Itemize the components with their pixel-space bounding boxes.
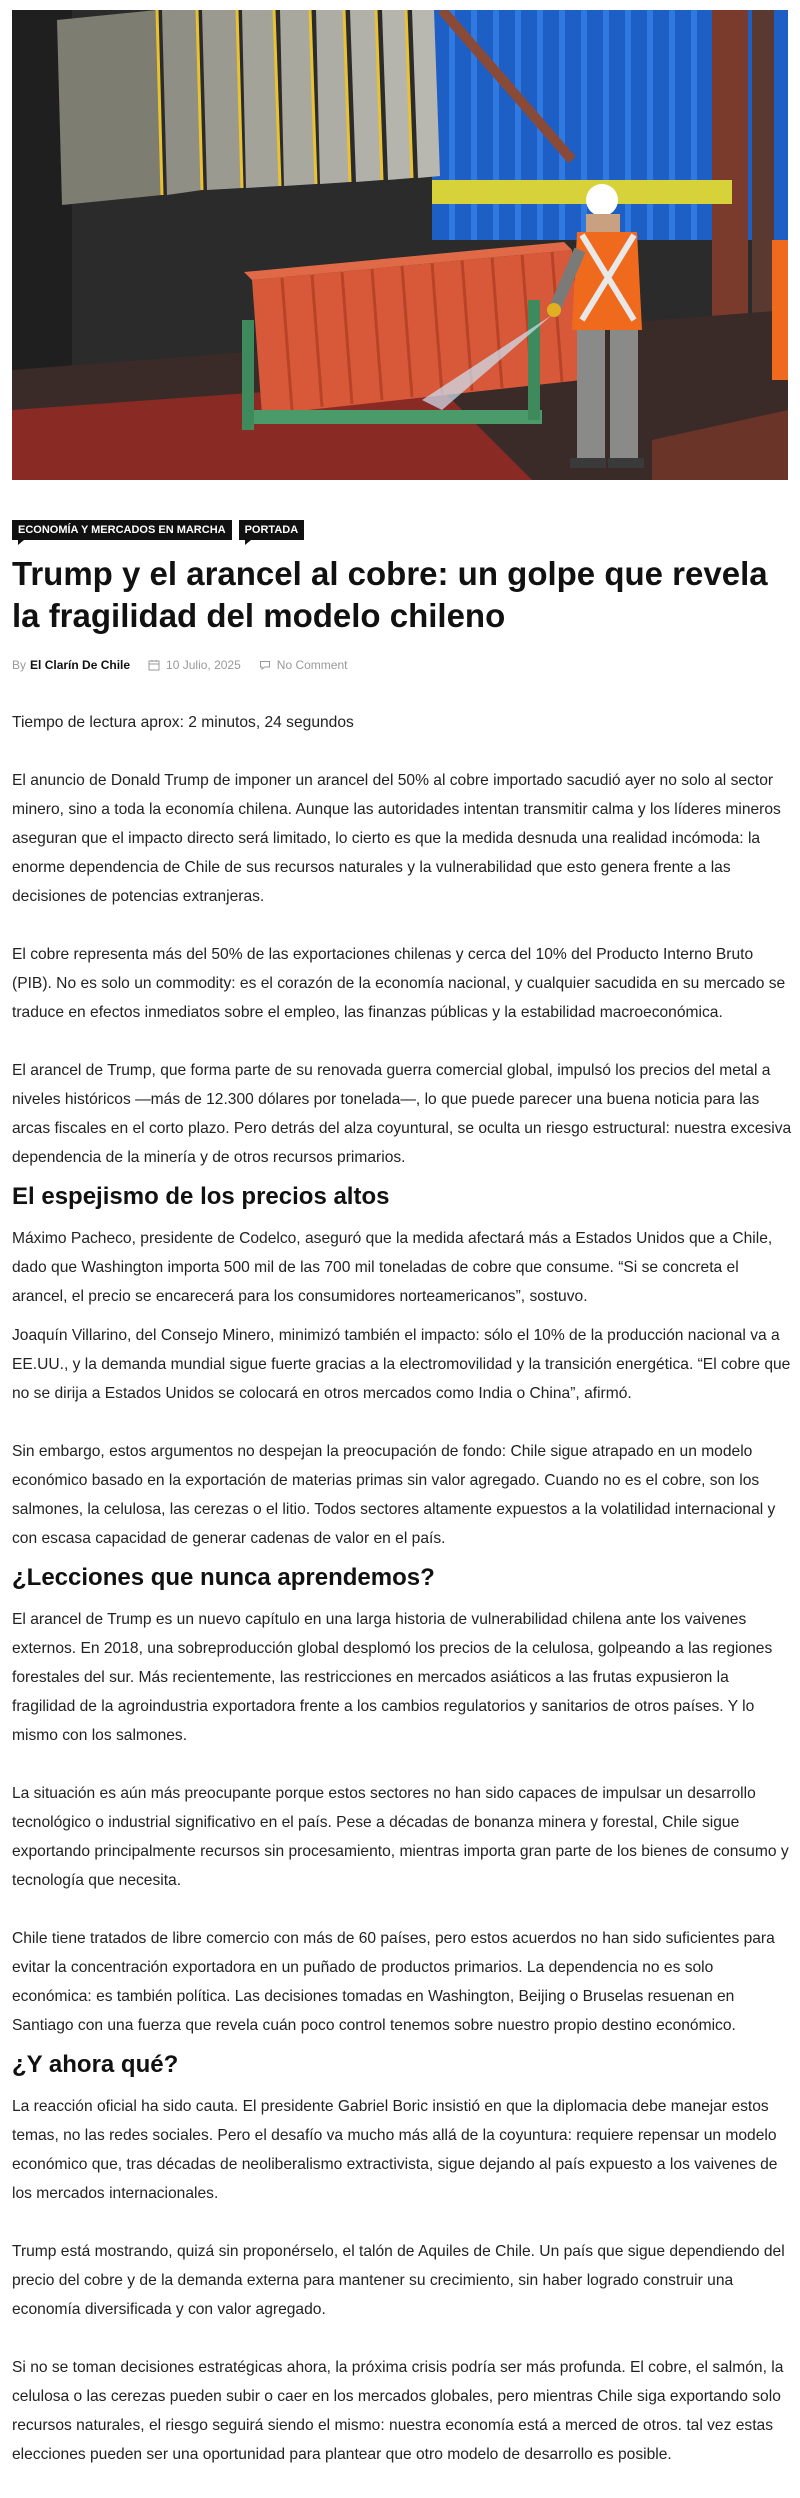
hero-image (12, 10, 788, 480)
category-tag-economia[interactable]: ECONOMÍA Y MERCADOS EN MARCHA (12, 520, 232, 540)
paragraph: El arancel de Trump, que forma parte de su renovada guerra comercial global, impulsó los precios del metal a niveles históricos —más de 12.300 dólares por tonelada—, lo que puede parecer una buena noticia para las arcas fiscales en el corto plazo. Pero detrás del alza coyuntural, se oculta un riesgo estructural: nuestra excesiva dependencia de la minería y de otros recursos primarios. (12, 1062, 792, 1166)
byline (12, 658, 347, 672)
author-link[interactable]: El Clarín De Chile (30, 658, 131, 672)
section-heading: ¿Lecciones que nunca aprendemos? (12, 1564, 435, 1591)
category-tags (12, 520, 304, 540)
by-label: By (12, 658, 27, 672)
paragraph: El arancel de Trump es un nuevo capítulo en una larga historia de vulnerabilidad chilena ante los vaivenes externos. En 2018, una sobreproducción global desplomó los precios de la celulosa, golpeando a las regiones forestales del sur. Más recientemente, las restricciones en mercados asiáticos a las frutas expusieron la fragilidad de la agroindustria exportadora frente a los cambios regulatorios y sanitarios de otros países. Y lo mismo con los salmones. (12, 1611, 773, 1744)
publish-date: 10 Julio, 2025 (166, 658, 241, 672)
paragraph: El anuncio de Donald Trump de imponer un arancel del 50% al cobre importado sacudió ayer no solo al sector minero, sino a toda la economía chilena. Aunque las autoridades intentan transmitir calma y los líderes mineros aseguran que el impacto directo será limitado, lo cierto es que la medida desnuda una realidad incómoda: la enorme dependencia de Chile de sus recursos naturales y la vulnerabilidad que esto genera frente a las decisiones de potencias extranjeras. (12, 772, 781, 905)
paragraph: Trump está mostrando, quizá sin proponérselo, el talón de Aquiles de Chile. Un país que sigue dependiendo del precio del cobre y de la demanda externa para mantener su crecimiento, sin haber logrado construir una economía diversificada y con valor agregado. (12, 2243, 785, 2318)
comment-icon (259, 659, 271, 671)
paragraph: Máximo Pacheco, presidente de Codelco, aseguró que la medida afectará más a Estados Unidos que a Chile, dado que Washington importa 500 mil de las 700 mil toneladas de cobre que consume. “Si se concreta el arancel, el precio se encarecerá para los consumidores norteamericanos”, sostuvo. (12, 1230, 773, 1305)
paragraph: Sin embargo, estos argumentos no despejan la preocupación de fondo: Chile sigue atrapado en un modelo económico basado en la exportación de materias primas sin valor agregado. Cuando no es el cobre, son los salmones, la celulosa, las cerezas o el litio. Todos sectores altamente expuestos a la volatilidad internacional y con escasa capacidad de generar cadenas de valor en el país. (12, 1443, 776, 1547)
calendar-icon (148, 659, 160, 671)
paragraph: El cobre representa más del 50% de las exportaciones chilenas y cerca del 10% del Producto Interno Bruto (PIB). No es solo un commodity: es el corazón de la economía nacional, y cualquier sacudida en su mercado se traduce en efectos inmediatos sobre el empleo, las finanzas públicas y la estabilidad macroeconómica. (12, 946, 786, 1021)
article-title: Trump y el arancel al cobre: un golpe que revela la fragilidad del modelo chileno (12, 555, 768, 634)
hero-illustration (12, 10, 788, 480)
paragraph: La reacción oficial ha sido cauta. El presidente Gabriel Boric insistió en que la diplomacia debe manejar estos temas, no las redes sociales. Pero el desafío va mucho más allá de la coyuntura: requiere repensar un modelo económico que, tras décadas de neoliberalismo extractivista, sigue dejando al país expuesto a los vaivenes de los mercados internacionales. (12, 2098, 778, 2202)
section-heading: ¿Y ahora qué? (12, 2051, 179, 2078)
section-heading: El espejismo de los precios altos (12, 1183, 390, 1210)
paragraph: La situación es aún más preocupante porque estos sectores no han sido capaces de impulsar un desarrollo tecnológico o industrial significativo en el país. Pese a décadas de bonanza minera y forestal, Chile sigue exportando principalmente recursos sin procesamiento, mientras importa gran parte de los bienes de consumo y tecnología que necesita. (12, 1785, 789, 1889)
paragraph: Chile tiene tratados de libre comercio con más de 60 países, pero estos acuerdos no han sido suficientes para evitar la concentración exportadora en un puñado de productos primarios. La dependencia no es solo económica: es también política. Las decisiones tomadas en Washington, Beijing o Bruselas resuenan en Santiago con una fuerza que revela cuán poco control tenemos sobre nuestro propio destino económico. (12, 1930, 775, 2034)
category-tag-portada[interactable]: PORTADA (239, 520, 305, 540)
paragraph: Si no se toman decisiones estratégicas ahora, la próxima crisis podría ser más profunda. El cobre, el salmón, la celulosa o las cerezas pueden subir o caer en los mercados globales, pero mientras Chile siga exportando solo recursos naturales, el riesgo seguirá siendo el mismo: nuestra economía está a merced de otros. tal vez estas elecciones pueden ser una oportunidad para plantear que otro modelo de desarrollo es posible. (12, 2359, 784, 2463)
paragraph: Joaquín Villarino, del Consejo Minero, minimizó también el impacto: sólo el 10% de la producción nacional va a EE.UU., y la demanda mundial sigue fuerte gracias a la electromovilidad y la transición energética. “El cobre que no se dirija a Estados Unidos se colocará en otros mercados como India o China”, afirmó. (12, 1327, 791, 1402)
reading-time: Tiempo de lectura aprox: 2 minutos, 24 segundos (12, 714, 354, 731)
article-body (12, 708, 792, 2498)
comments-link[interactable]: No Comment (276, 658, 348, 672)
